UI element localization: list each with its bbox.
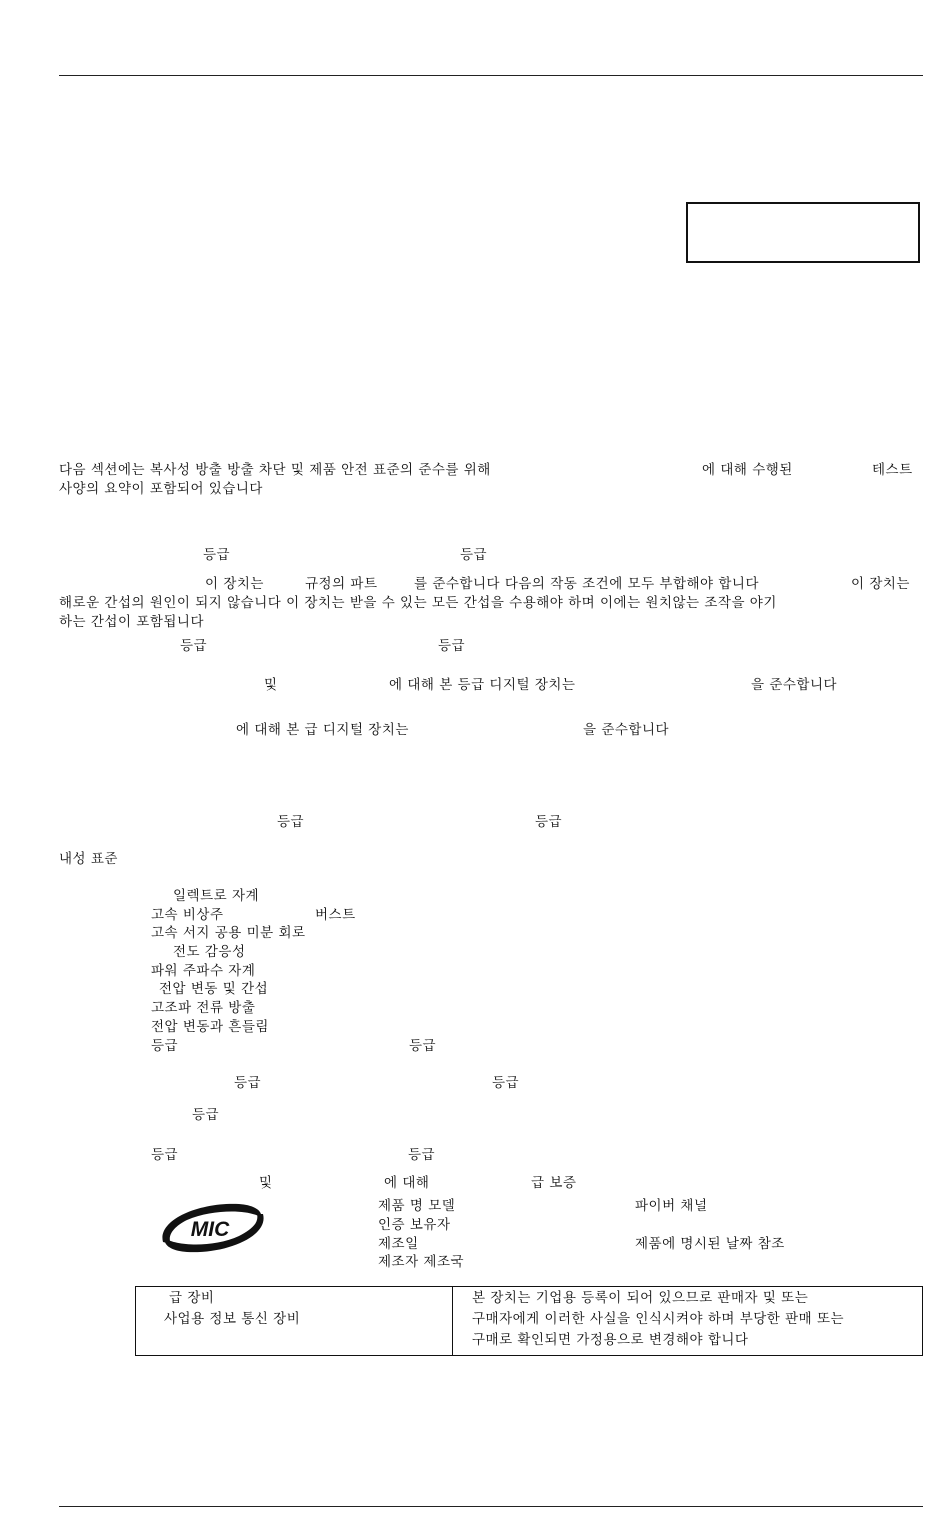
class-b-label: 등급 <box>535 814 563 830</box>
kcc-notice-cell <box>453 1287 923 1356</box>
mic-header: 급 보증 <box>531 1175 577 1191</box>
immunity-item: 고속 비상주 <box>151 907 224 923</box>
immunity-item: 파워 주파수 자계 <box>151 963 256 979</box>
compliance-text: 이 장치는 <box>205 576 264 592</box>
immunity-item: 버스트 <box>315 907 356 923</box>
class-a-label: 등급 <box>234 1075 262 1091</box>
kcc-notice-table <box>135 1286 923 1356</box>
kcc-category-cell <box>136 1287 453 1356</box>
immunity-item: 전압 변동 및 간섭 <box>159 981 269 997</box>
compliance-text: 을 준수합니다 <box>583 722 670 738</box>
immunity-item: 전도 감응성 <box>173 944 246 960</box>
kcc-category-desc: 사업용 정보 통신 장비 <box>164 1311 301 1327</box>
class-b-label: 등급 <box>408 1147 436 1163</box>
compliance-text: 해로운 간섭의 원인이 되지 않습니다 이 장치는 받을 수 있는 모든 간섭을 수용해야 하며 이에는 원치않는 조작을 야기 <box>59 595 777 611</box>
kcc-notice-line: 본 장치는 기업용 등록이 되어 있으므로 판매자 및 또는 <box>472 1290 809 1306</box>
immunity-item: 고조파 전류 방출 <box>151 1000 256 1016</box>
class-a-label: 등급 <box>151 1147 179 1163</box>
compliance-text: 에 대해 본 급 디지털 장치는 <box>236 722 409 738</box>
class-b-label: 등급 <box>409 1038 437 1054</box>
holder-label: 인증 보유자 <box>378 1217 451 1233</box>
date-value: 제품에 명시된 날짜 참조 <box>635 1236 785 1252</box>
class-a-label: 등급 <box>180 638 208 654</box>
intro-line2: 사양의 요약이 포함되어 있습니다 <box>59 481 263 497</box>
class-b-label: 등급 <box>492 1075 520 1091</box>
class-b-label: 등급 <box>438 638 466 654</box>
class-a-label: 등급 <box>203 547 231 563</box>
intro-line1: 다음 섹션에는 복사성 방출 방출 차단 및 제품 안전 표준의 준수를 위해 <box>59 462 491 478</box>
immunity-item: 일렉트로 자계 <box>173 888 260 904</box>
class-a-label: 등급 <box>151 1038 179 1054</box>
footer-rule <box>59 1506 923 1507</box>
compliance-text: 하는 간섭이 포함됩니다 <box>59 614 204 630</box>
kcc-notice-line: 구매로 확인되면 가정용으로 변경해야 합니다 <box>472 1332 749 1348</box>
class-label: 등급 <box>192 1107 220 1123</box>
kcc-notice-line: 구매자에게 이러한 사실을 인식시켜야 하며 부당한 판매 또는 <box>472 1311 845 1327</box>
immunity-item: 고속 서지 공용 미분 회로 <box>151 925 306 941</box>
header-box <box>686 202 920 263</box>
mic-header: 및 <box>259 1175 273 1191</box>
class-a-label: 등급 <box>277 814 305 830</box>
intro-fragment: 에 대해 수행된 <box>702 462 793 478</box>
mic-header: 에 대해 <box>384 1175 430 1191</box>
compliance-text: 을 준수합니다 <box>751 677 838 693</box>
maker-label: 제조자 제조국 <box>378 1254 465 1270</box>
compliance-text: 를 준수합니다 다음의 작동 조건에 모두 부합해야 합니다 <box>414 576 759 592</box>
compliance-text: 규정의 파트 <box>305 576 378 592</box>
mic-logo-text: MIC <box>190 1218 230 1241</box>
product-label: 제품 명 모델 <box>378 1198 456 1214</box>
date-label: 제조일 <box>378 1236 419 1252</box>
compliance-text: 및 <box>264 677 278 693</box>
product-value: 파이버 채널 <box>635 1198 708 1214</box>
compliance-text: 에 대해 본 등급 디지털 장치는 <box>389 677 576 693</box>
class-b-label: 등급 <box>460 547 488 563</box>
intro-fragment: 테스트 <box>872 462 913 478</box>
immunity-item: 전압 변동과 흔들림 <box>151 1019 269 1035</box>
kcc-category: 급 장비 <box>169 1290 215 1306</box>
compliance-text: 이 장치는 <box>851 576 910 592</box>
immunity-title: 내성 표준 <box>59 851 118 867</box>
mic-logo-icon <box>157 1198 269 1258</box>
header-rule <box>59 75 923 76</box>
